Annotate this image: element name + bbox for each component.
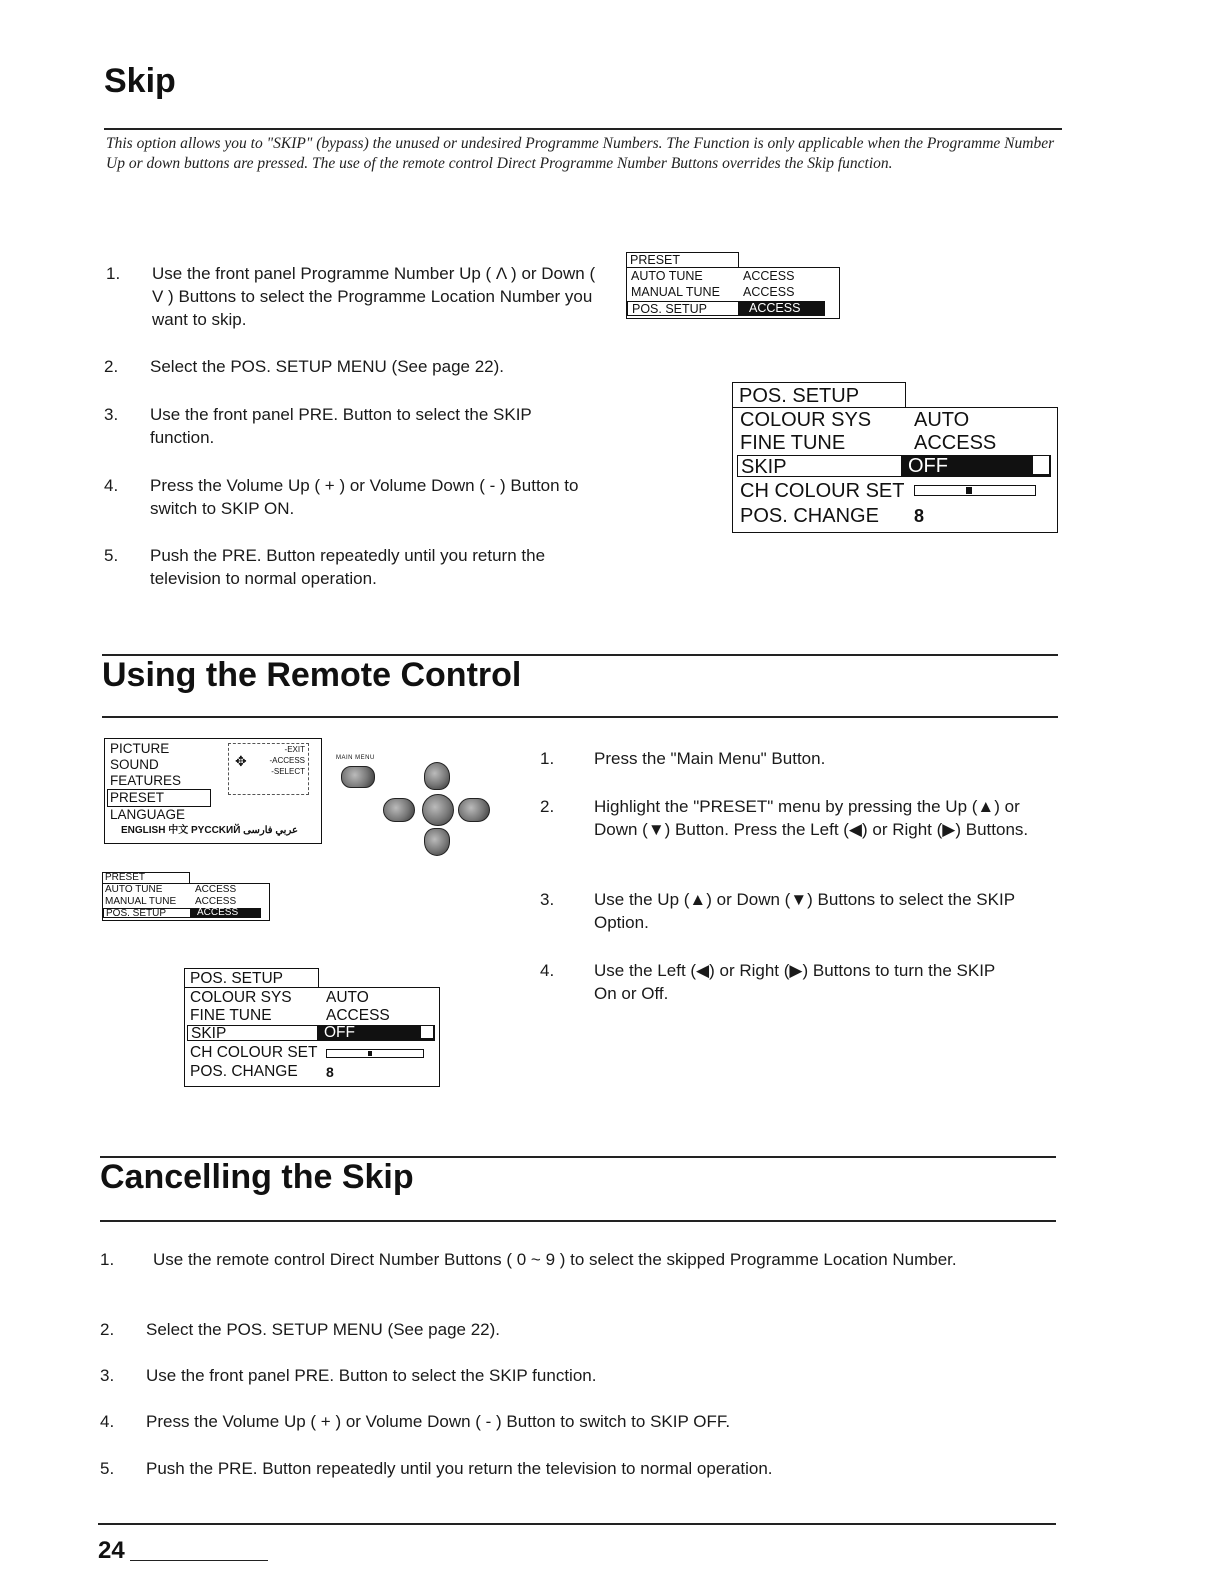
menu-row-value: ACCESS [326, 1007, 390, 1024]
step-number: 4. [104, 476, 119, 495]
main-menu-button[interactable] [341, 766, 375, 788]
step-number: 5. [104, 546, 119, 565]
center-button[interactable] [422, 794, 454, 826]
menu-row-label: MANUAL TUNE [105, 896, 177, 907]
step-number: 1. [100, 1250, 115, 1269]
menu-row-label: COLOUR SYS [740, 409, 872, 431]
menu-row [733, 431, 1057, 454]
main-menu-item: LANGUAGE [110, 807, 186, 822]
menu-row-value: 8 [914, 506, 925, 526]
menu-body [184, 987, 440, 1087]
legend-select: -SELECT [271, 767, 305, 776]
cancel-step [100, 1364, 1000, 1387]
pos-setup-menu-large [732, 382, 1060, 534]
right-button[interactable] [458, 798, 490, 822]
cancel-title: Cancelling the Skip [100, 1158, 414, 1196]
menu-row-value: OFF [324, 1024, 355, 1041]
menu-row [185, 1006, 439, 1024]
menu-row-value: OFF [908, 455, 948, 477]
colour-set-bar [326, 1049, 424, 1058]
menu-row-label: SKIP [187, 1025, 318, 1041]
remote-step [540, 747, 1020, 770]
skip-step [104, 544, 604, 590]
step-text: Select the POS. SETUP MENU (See page 22). [150, 357, 505, 376]
step-text: Press the Volume Up ( + ) or Volume Down ( - ) Button to switch to SKIP ON. [150, 476, 579, 518]
legend-access: -ACCESS [269, 756, 305, 765]
step-text: Use the front panel PRE. Button to select the SKIP function. [150, 405, 532, 447]
step-text: Push the PRE. Button repeatedly until you return the television to normal operation. [146, 1459, 773, 1478]
pos-setup-menu-small [184, 968, 442, 1088]
step-number: 3. [540, 890, 555, 909]
menu-header: PRESET [102, 872, 190, 883]
menu-row-label: POS. SETUP [103, 908, 191, 918]
direction-pad-icon: ✥ [235, 753, 247, 769]
step-text: Press the Volume Up ( + ) or Volume Down ( - ) Button to switch to SKIP OFF. [146, 1412, 731, 1431]
step-text: Push the PRE. Button repeatedly until you return the television to normal operation. [150, 546, 546, 588]
main-menu-item: SOUND [110, 757, 159, 772]
step-text: Highlight the "PRESET" menu by pressing the Up (▲) or Down (▼) Button. Press the Left (◀) or Right (▶) Buttons. [594, 797, 1029, 839]
menu-row-label: AUTO TUNE [631, 269, 703, 283]
menu-row-label: POS. CHANGE [190, 1063, 298, 1080]
menu-row-label: AUTO TUNE [105, 884, 163, 895]
menu-row-label: CH COLOUR SET [190, 1044, 318, 1061]
preset-menu-large [626, 252, 842, 320]
menu-row [185, 1062, 439, 1081]
step-text: Select the POS. SETUP MENU (See page 22). [146, 1320, 501, 1339]
step-text: Press the "Main Menu" Button. [594, 749, 826, 768]
menu-row-label: FINE TUNE [740, 432, 846, 454]
remote-title: Using the Remote Control [102, 656, 522, 694]
menu-row-value: ACCESS [195, 896, 237, 907]
menu-row-label: SKIP [737, 455, 902, 477]
remote-step [540, 959, 1020, 1005]
menu-row [103, 884, 269, 896]
menu-row [185, 988, 439, 1006]
menu-row-end-cap [1033, 456, 1049, 474]
step-number: 4. [540, 961, 555, 980]
main-menu-legend [228, 743, 309, 795]
cancel-step [100, 1318, 1000, 1341]
step-number: 2. [104, 357, 119, 376]
menu-row-highlighted [103, 908, 261, 918]
remote-step [540, 795, 1040, 841]
step-number: 2. [100, 1320, 115, 1339]
up-button[interactable] [424, 762, 450, 790]
language-list: ENGLISH 中文 PYCCKИЙ عربي فارسی [121, 825, 298, 836]
step-text: Use the front panel PRE. Button to select the SKIP function. [146, 1366, 597, 1385]
menu-body [732, 407, 1058, 533]
step-number: 1. [540, 749, 555, 768]
skip-title-rule [104, 128, 1062, 130]
step-number: 2. [540, 797, 555, 816]
menu-row-value: AUTO [914, 409, 970, 431]
page-number-underline [130, 1560, 268, 1561]
main-menu-item: FEATURES [110, 773, 182, 788]
menu-body [626, 267, 840, 319]
menu-row-highlighted [737, 455, 1051, 477]
menu-row-value: ACCESS [197, 907, 239, 918]
menu-row-label: FINE TUNE [190, 1007, 272, 1024]
skip-step [106, 262, 596, 331]
remote-title-rule [102, 716, 1058, 718]
menu-row-highlighted [187, 1025, 435, 1041]
menu-row [627, 268, 839, 284]
skip-intro: This option allows you to "SKIP" (bypass) the unused or undesired Programme Numbers. The Function is only applicable when the Programme Number Up or down buttons are pressed. The use of the remote control Direct Programme Number Buttons overrides the Skip function. [106, 135, 1055, 172]
menu-body [102, 883, 270, 921]
menu-row-value: ACCESS [749, 301, 801, 315]
preset-menu-small [102, 872, 272, 922]
menu-row-label: COLOUR SYS [190, 989, 292, 1006]
menu-row-label: POS. CHANGE [740, 505, 879, 527]
cancel-step [100, 1410, 1000, 1433]
menu-row [733, 478, 1057, 503]
left-button[interactable] [383, 798, 415, 822]
menu-row-value: ACCESS [743, 285, 795, 299]
menu-row-highlighted [627, 301, 825, 316]
menu-row-label: CH COLOUR SET [740, 480, 905, 502]
menu-row-value: AUTO [326, 989, 369, 1006]
down-button[interactable] [424, 828, 450, 856]
legend-exit: -EXIT [284, 745, 305, 754]
main-menu-button-label: MAIN MENU [336, 755, 375, 761]
cancel-step [100, 1248, 1000, 1271]
step-number: 1. [106, 264, 121, 283]
colour-set-bar [914, 485, 1036, 496]
menu-row-value: 8 [326, 1064, 334, 1080]
menu-row-label: MANUAL TUNE [631, 285, 720, 299]
colour-set-knob [966, 487, 972, 494]
cancel-title-rule [100, 1220, 1056, 1222]
step-number: 3. [104, 405, 119, 424]
menu-row [627, 284, 839, 300]
menu-body [104, 738, 322, 844]
menu-row-end-cap [421, 1026, 433, 1038]
menu-header: POS. SETUP [732, 382, 906, 407]
colour-set-knob [368, 1051, 372, 1056]
step-text: Use the remote control Direct Number Buttons ( 0 ~ 9 ) to select the skipped Programme Location Number. [153, 1250, 957, 1269]
skip-title: Skip [104, 62, 176, 100]
main-menu-item: PICTURE [110, 741, 170, 756]
menu-header: PRESET [626, 252, 739, 267]
remote-step [540, 888, 1020, 934]
page-number: 24 [98, 1537, 125, 1564]
menu-row-label: POS. SETUP [627, 301, 739, 316]
menu-row-value: ACCESS [914, 432, 997, 454]
step-text: Use the Up (▲) or Down (▼) Buttons to select the SKIP Option. [594, 890, 1015, 932]
main-menu-items [110, 741, 211, 823]
menu-row [185, 1043, 439, 1062]
footer-rule [98, 1523, 1056, 1525]
main-menu-item-selected: PRESET [107, 789, 211, 807]
main-menu-box [104, 738, 324, 846]
step-number: 5. [100, 1459, 115, 1478]
step-text: Use the Left (◀) or Right (▶) Buttons to turn the SKIP On or Off. [594, 961, 995, 1003]
menu-header: POS. SETUP [184, 968, 319, 987]
step-number: 4. [100, 1412, 115, 1431]
menu-row [733, 408, 1057, 431]
step-number: 3. [100, 1366, 115, 1385]
menu-row [733, 503, 1057, 528]
skip-step [104, 403, 594, 449]
skip-step [104, 474, 594, 520]
skip-step [104, 355, 604, 378]
menu-row [103, 896, 269, 907]
step-text: Use the front panel Programme Number Up ( Λ ) or Down ( V ) Buttons to select the Programme Location Number you want to skip. [152, 264, 596, 329]
menu-row-value: ACCESS [195, 884, 237, 895]
cancel-step [100, 1457, 1000, 1480]
menu-row-value: ACCESS [743, 269, 795, 283]
